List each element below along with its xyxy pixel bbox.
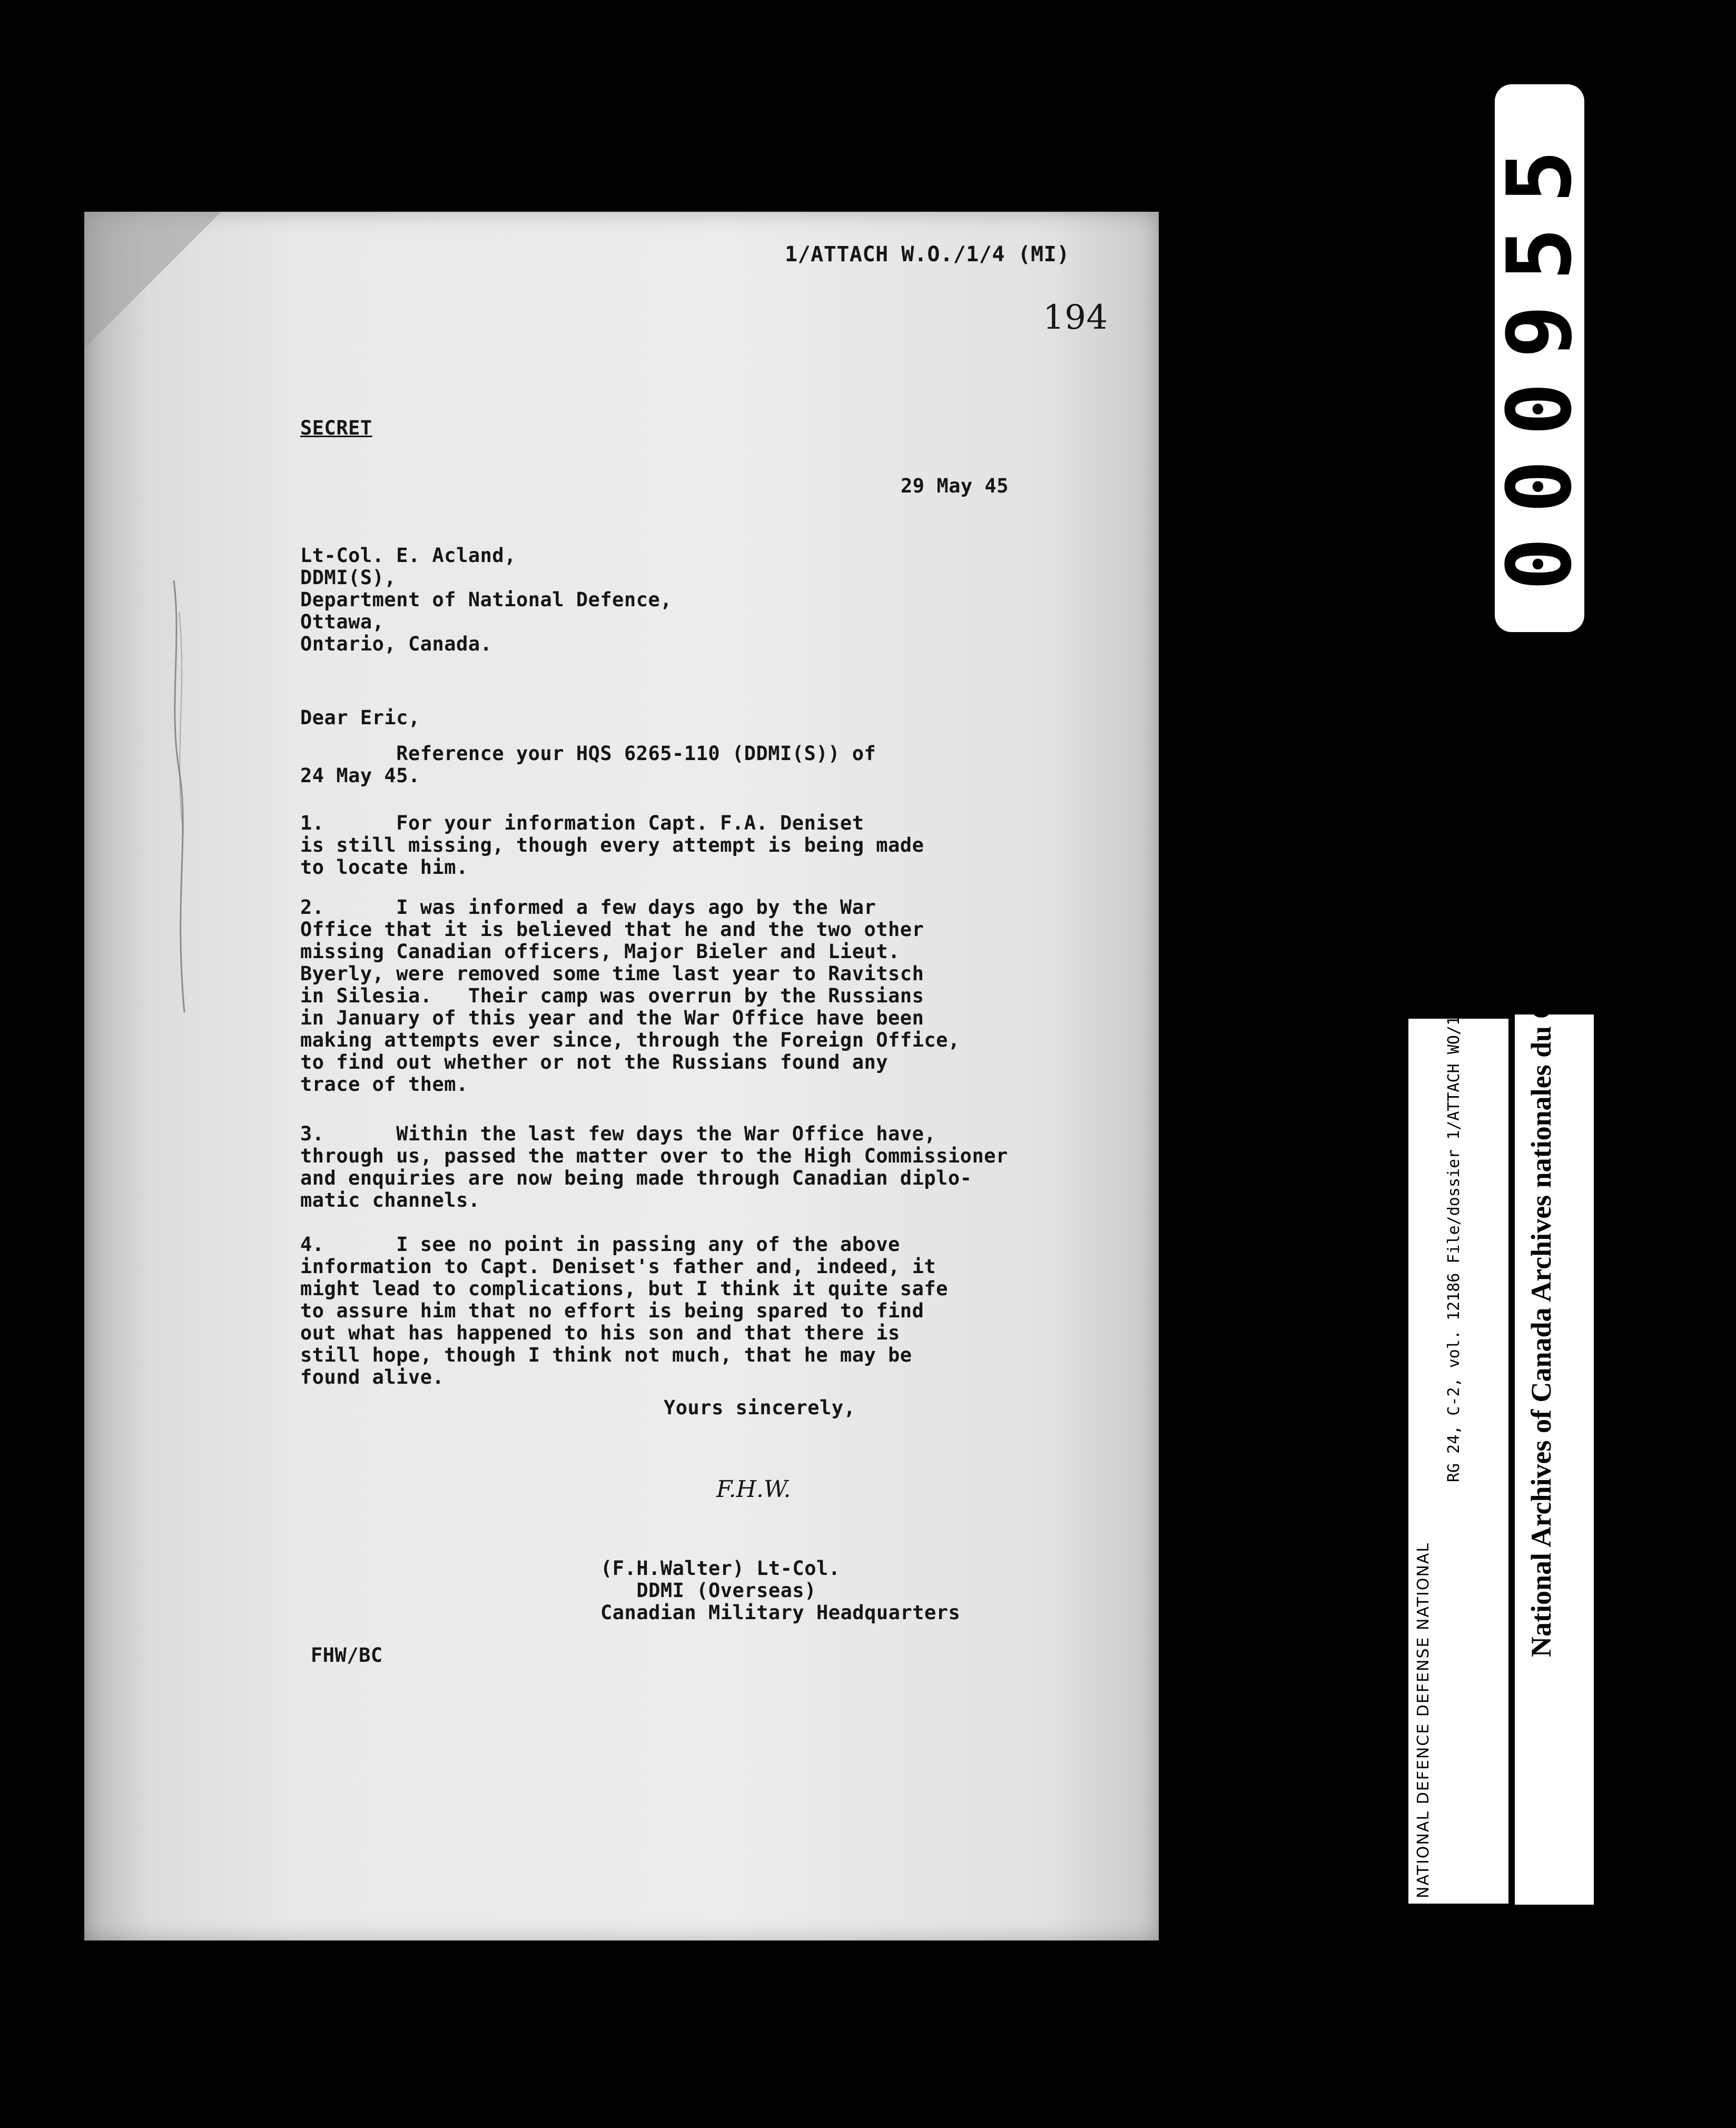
recipient-address: Lt-Col. E. Acland, DDMI(S), Department of National Defence, Ottawa, Ontario, Canada. bbox=[300, 544, 673, 655]
letter-date: 29 May 45 bbox=[901, 475, 1009, 497]
file-reference-label: RG 24, C-2, vol. 12186 File/dossier 1/ATTACH WO/1/4 bbox=[1445, 997, 1463, 1482]
signature-block: (F.H.Walter) Lt-Col. DDMI (Overseas) Canadian Military Headquarters bbox=[600, 1557, 961, 1624]
file-reference: 1/ATTACH W.O./1/4 (MI) bbox=[785, 242, 1070, 267]
paragraph-2: 2. I was informed a few days ago by the War Office that it is believed that he and the two other missing Canadian officers, Major Bieler and Lieut. Byerly, were removed some time last year to Ravitsch in Silesia. Their camp was overrun by the Russians in January of this year and the War Office have been making attempts ever since, through the Foreign Office, to find out whether or not the Russians found any trace of them. bbox=[300, 896, 960, 1096]
paper-crease bbox=[163, 580, 195, 1012]
closing: Yours sincerely, bbox=[664, 1396, 856, 1419]
classification-heading: SECRET bbox=[300, 417, 372, 439]
archives-label bbox=[1515, 924, 1594, 1905]
handwritten-initials: F.H.W. bbox=[716, 1476, 791, 1503]
salutation: Dear Eric, bbox=[300, 706, 420, 729]
archive-file-label bbox=[1408, 997, 1508, 1904]
national-archives-label: National Archives of Canada Archives nationales du Canada bbox=[1525, 924, 1557, 1657]
department-label: NATIONAL DEFENCE DEFENSE NATIONAL bbox=[1414, 1542, 1433, 1898]
typist-initials: FHW/BC bbox=[311, 1644, 383, 1667]
paragraph-reference: Reference your HQS 6265-110 (DDMI(S)) of 24 May 45. bbox=[300, 742, 876, 787]
folded-corner bbox=[84, 212, 221, 349]
paragraph-3: 3. Within the last few days the War Office have, through us, passed the matter over to the High Commissioner and enquiries are now being made through Canadian diplo- matic channels. bbox=[300, 1122, 1008, 1211]
frame-number-stamp bbox=[1488, 84, 1591, 632]
page-number-handwritten: 194 bbox=[1043, 298, 1108, 337]
frame-number: 000955 bbox=[1488, 125, 1591, 591]
paragraph-1: 1. For your information Capt. F.A. Deniset is still missing, though every attempt is being made to locate him. bbox=[300, 812, 924, 879]
paragraph-4: 4. I see no point in passing any of the above information to Capt. Deniset's father and, indeed, it might lead to complications, but I think it quite safe to assure him that no effort is being spared to find out what has happened to his son and that there is still hope, though I think not much, that he may be found alive. bbox=[300, 1233, 948, 1388]
letter-page bbox=[84, 212, 1159, 1940]
